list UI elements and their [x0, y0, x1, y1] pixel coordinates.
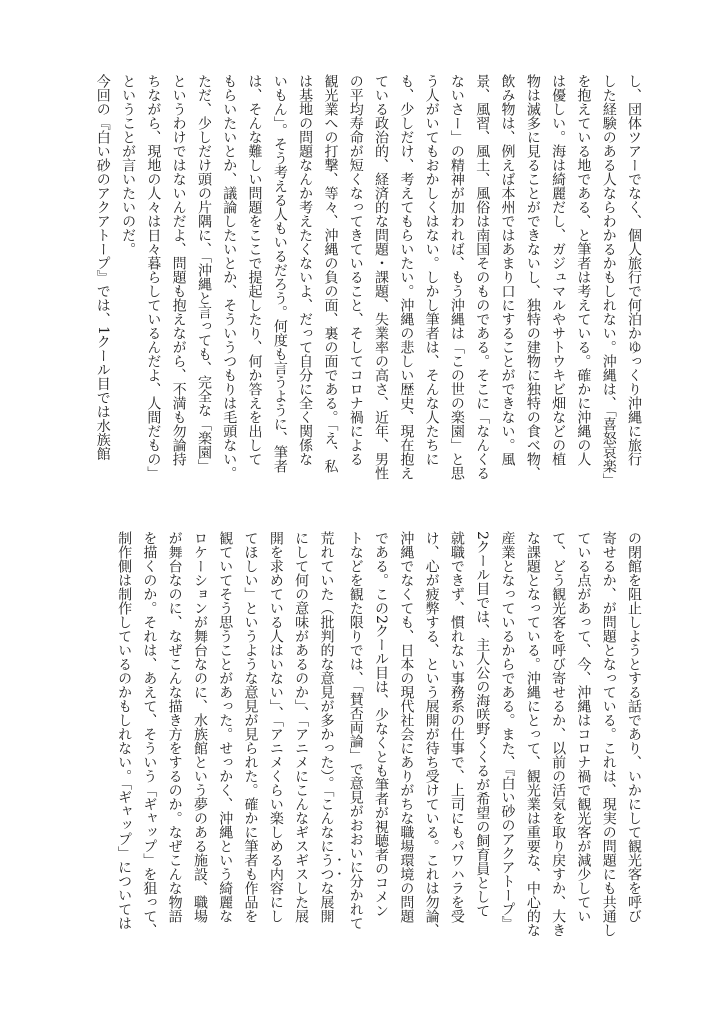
text-line: う人がいてもおかしくはない。しかし筆者は、そんな人たちに: [423, 74, 440, 466]
text-line: ということが言いたいのだ。: [120, 74, 137, 256]
text-line: 産業となっているからである。また、『白い砂のアクアトープ』: [499, 531, 516, 930]
text-line: てほしい」というような意見が見られた。確かに筆者も作品を: [242, 531, 259, 923]
text-line: した経験のある人ならわかるかもしれない。沖縄は、「喜怒哀楽」: [600, 74, 617, 487]
text-line: もらいたいとか、議論したいとか、そういうつもりは毛頭ない。: [221, 74, 238, 480]
text-line: 寄せるか、が問題となっている。これは、現実の問題にも共通し: [600, 531, 617, 937]
text-line: 2クール目では、主人公の海咲野くくるが希望の飼育員として: [474, 531, 491, 918]
text-line: の平均寿命が短くなってきていること、そしてコロナ禍による: [347, 74, 364, 466]
text-line: である。この2クール目は、少なくとも筆者が視聴者のコメン: [373, 531, 390, 918]
text-line: し、団体ツアーでなく、個人旅行で何泊かゆっくり沖縄に旅行: [626, 74, 642, 466]
text-line: ただ、少しだけ頭の片隅に、「沖縄と言っても、完全な「楽園」: [195, 74, 212, 473]
text-line: というわけではないんだよ、問題も抱えながら、不満も勿論持: [170, 74, 187, 466]
text-line: にして何の意味があるのか」、「アニメにこんなギスギスした展: [293, 531, 310, 923]
text-line: ロケーションが舞台なのに、水族館という夢のある施設、職場: [191, 531, 208, 923]
text-line: ている政治的、経済的な問題・課題、失業率の高さ、近年、男性: [373, 74, 390, 480]
text-line: 開を求めている人はいない」、「アニメくらい楽しめる内容にし: [267, 531, 284, 923]
text-line: 沖縄でなくても、日本の現代社会にありがちな職場環境の問題: [398, 531, 415, 923]
text-line: いもん」。そう考える人もいるだろう。何度も言うように、筆者: [271, 74, 288, 473]
text-segment: な展開: [318, 881, 335, 923]
text-line: て、どう観光客を呼び寄せるか、以前の活気を取り戻すか、大き: [550, 531, 567, 937]
text-line: 物は滅多に見ることができないし、独特の建物に独特の食べ物、: [524, 74, 541, 480]
text-line-with-emphasis: [313, 531, 342, 931]
text-line: 制作側は制作しているのかもしれない。「ギャップ」については: [116, 531, 133, 930]
text-line: を抱えている地である、と筆者は考えている。確かに沖縄の人: [575, 74, 592, 466]
text-line: 観ていてそう思うことがあった。せっかく、沖縄という綺麗な: [217, 531, 234, 923]
text-line: け、心が疲弊する、という展開が待ち受けている。これは勿論、: [423, 531, 440, 937]
text-line: 観光業への打撃、等々、沖縄の負の面、裏の面である。「え、私: [322, 74, 339, 473]
text-line: の閉館を阻止しようとする話であり、いかにして観光客を呼び: [626, 531, 642, 923]
paragraph-start-line: 今回の『白い砂のアクアトープ』では、1クール目では水族館: [94, 74, 111, 461]
text-line: が舞台なのに、なぜこんな描き方をするのか。なぜこんな物語: [166, 531, 183, 923]
text-line: ている点があって、今、沖縄はコロナ禍で観光客が減少してい: [575, 531, 592, 923]
text-line: は基地の問題なんか考えたくないよ、だって自分に全く関係な: [297, 74, 314, 466]
text-block-bottom: [111, 531, 646, 937]
text-line: を描くのか。それは、あえて、そういう「ギャップ」を狙って、: [141, 531, 158, 937]
text-line: も、少しだけ、考えてもらいたい。沖縄の悲しい歴史、現在抱え: [398, 74, 415, 480]
text-line: 就職できず、慣れない事務系の仕事で、上司にもパワハラを受: [448, 531, 465, 923]
text-line: な課題となっている。沖縄にとって、観光業は重要な、中心的な: [524, 531, 541, 937]
text-line: トなどを観た限りでは、「賛否両論」で意見がおおいに分かれて: [347, 531, 364, 930]
text-line: 飲み物は、例えば本州ではあまり口にすることができない。風: [499, 74, 516, 466]
text-block-top: [89, 74, 646, 487]
emphasized-text: うつ: [318, 853, 335, 881]
text-line: ちながら、現地の人々は日々暮らしているんだよ、人間だもの」: [145, 74, 162, 480]
text-line: 景、風習、風土、風俗は南国そのものである。そこに「なんくる: [474, 74, 491, 480]
text-line: は、そんな難しい問題をここで提起したり、何か答えを出して: [246, 74, 263, 466]
text-segment: 荒れていた（批判的な意見が多かった）。「こんなに: [318, 531, 335, 853]
text-line: は優しい。海は綺麗だし、ガジュマルやサトウキビ畑などの植: [550, 74, 567, 466]
text-line: ないさー」の精神が加われば、もう沖縄は「この世の楽園」と思: [448, 74, 465, 480]
